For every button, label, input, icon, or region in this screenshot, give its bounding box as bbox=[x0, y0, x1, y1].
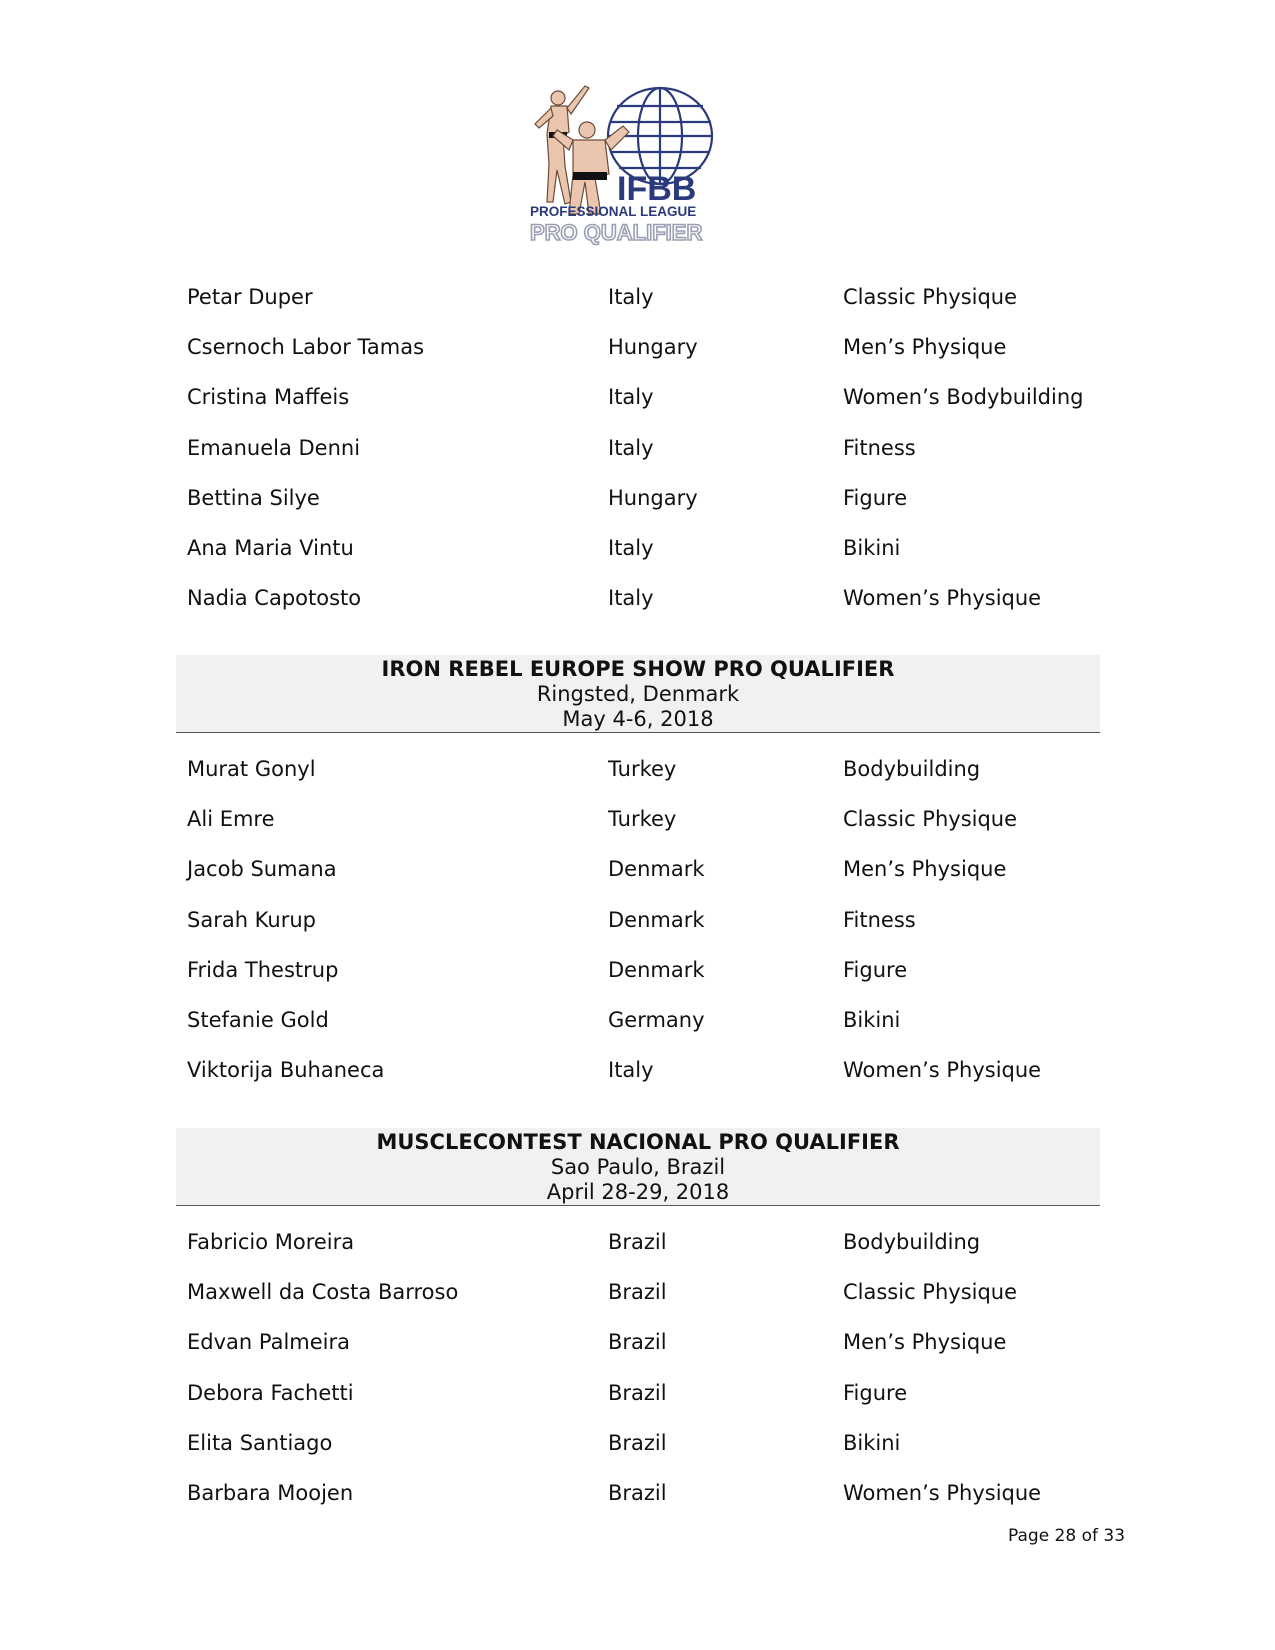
athlete-name: Emanuela Denni bbox=[187, 435, 361, 460]
athlete-category: Women’s Physique bbox=[843, 1058, 1042, 1083]
athlete-country: Turkey bbox=[608, 757, 677, 781]
logo-qualifier-text: PRO QUALIFIER bbox=[530, 220, 703, 245]
athlete-country: Italy bbox=[608, 285, 654, 309]
logo-league-text: PROFESSIONAL LEAGUE bbox=[530, 204, 697, 219]
event-header-iron-rebel bbox=[176, 655, 1100, 733]
event-date: April 28-29, 2018 bbox=[546, 1180, 730, 1204]
list-item bbox=[0, 282, 1275, 312]
athlete-country: Brazil bbox=[608, 1380, 667, 1405]
athlete-name: Cristina Maffeis bbox=[187, 385, 350, 410]
list-item bbox=[0, 1055, 1275, 1085]
list-item bbox=[0, 483, 1275, 513]
athlete-category: Figure bbox=[843, 957, 908, 982]
event-location: Sao Paulo, Brazil bbox=[550, 1155, 726, 1179]
athlete-category: Classic Physique bbox=[843, 1280, 1018, 1305]
list-item bbox=[0, 1478, 1275, 1508]
list-item bbox=[0, 583, 1275, 613]
athlete-country: Denmark bbox=[608, 957, 705, 982]
athlete-name: Petar Duper bbox=[187, 285, 313, 309]
athlete-category: Men’s Physique bbox=[843, 857, 1007, 882]
athlete-name: Ana Maria Vintu bbox=[187, 536, 354, 560]
athlete-name: Nadia Capotosto bbox=[187, 586, 362, 611]
athlete-name: Bettina Silye bbox=[187, 485, 320, 510]
athlete-country: Brazil bbox=[608, 1481, 667, 1505]
athlete-country: Hungary bbox=[608, 485, 698, 510]
athlete-category: Women’s Physique bbox=[843, 586, 1042, 611]
athlete-name: Debora Fachetti bbox=[187, 1380, 354, 1405]
ifbb-pro-qualifier-logo bbox=[525, 74, 755, 254]
athlete-category: Classic Physique bbox=[843, 807, 1018, 832]
athlete-name: Maxwell da Costa Barroso bbox=[187, 1280, 459, 1305]
athlete-country: Brazil bbox=[608, 1280, 667, 1305]
page-number: Page 28 of 33 bbox=[1008, 1526, 1126, 1546]
event-title: IRON REBEL EUROPE SHOW PRO QUALIFIER bbox=[381, 657, 895, 681]
athlete-name: Sarah Kurup bbox=[187, 907, 316, 932]
list-item bbox=[0, 754, 1275, 784]
list-item bbox=[0, 955, 1275, 985]
athlete-country: Italy bbox=[608, 536, 654, 560]
athlete-name: Viktorija Buhaneca bbox=[187, 1058, 385, 1083]
athlete-category: Men’s Physique bbox=[843, 1330, 1007, 1355]
athlete-name: Murat Gonyl bbox=[187, 757, 316, 781]
athlete-country: Turkey bbox=[608, 807, 677, 832]
athlete-country: Germany bbox=[608, 1008, 705, 1032]
athlete-country: Denmark bbox=[608, 907, 705, 932]
athlete-category: Bodybuilding bbox=[843, 757, 981, 781]
list-item bbox=[0, 433, 1275, 463]
list-item bbox=[0, 332, 1275, 362]
athlete-country: Hungary bbox=[608, 335, 698, 360]
athlete-category: Bikini bbox=[843, 1008, 901, 1032]
athlete-category: Fitness bbox=[843, 907, 916, 932]
event-location: Ringsted, Denmark bbox=[536, 682, 740, 706]
list-item bbox=[0, 1378, 1275, 1408]
athlete-category: Classic Physique bbox=[843, 285, 1018, 309]
athlete-name: Jacob Sumana bbox=[187, 857, 337, 882]
event-header-musclecontest bbox=[176, 1128, 1100, 1206]
athlete-country: Italy bbox=[608, 1058, 654, 1083]
list-item bbox=[0, 1327, 1275, 1357]
athlete-name: Frida Thestrup bbox=[187, 957, 339, 982]
athlete-country: Italy bbox=[608, 586, 654, 611]
list-item bbox=[0, 1428, 1275, 1458]
athlete-category: Figure bbox=[843, 485, 908, 510]
athlete-country: Brazil bbox=[608, 1430, 667, 1455]
athlete-category: Bikini bbox=[843, 1430, 901, 1455]
list-item bbox=[0, 905, 1275, 935]
event-date: May 4-6, 2018 bbox=[562, 707, 714, 731]
athlete-category: Figure bbox=[843, 1380, 908, 1405]
athlete-country: Italy bbox=[608, 435, 654, 460]
logo-ifbb-text: IFBB bbox=[617, 170, 697, 208]
list-item bbox=[0, 1005, 1275, 1035]
athlete-country: Italy bbox=[608, 385, 654, 410]
athlete-category: Men’s Physique bbox=[843, 335, 1007, 360]
list-item bbox=[0, 1277, 1275, 1307]
athlete-name: Csernoch Labor Tamas bbox=[187, 335, 425, 360]
list-item bbox=[0, 854, 1275, 884]
athlete-name: Stefanie Gold bbox=[187, 1008, 329, 1032]
athlete-category: Bikini bbox=[843, 536, 901, 560]
athlete-country: Brazil bbox=[608, 1230, 667, 1254]
athlete-category: Women’s Bodybuilding bbox=[843, 385, 1084, 410]
list-item bbox=[0, 382, 1275, 412]
athlete-name: Barbara Moojen bbox=[187, 1481, 354, 1505]
athlete-country: Brazil bbox=[608, 1330, 667, 1355]
athlete-category: Bodybuilding bbox=[843, 1230, 981, 1254]
athlete-category: Women’s Physique bbox=[843, 1481, 1042, 1505]
list-item bbox=[0, 1227, 1275, 1257]
list-item bbox=[0, 804, 1275, 834]
athlete-name: Edvan Palmeira bbox=[187, 1330, 351, 1355]
athlete-name: Elita Santiago bbox=[187, 1430, 333, 1455]
athlete-category: Fitness bbox=[843, 435, 916, 460]
list-item bbox=[0, 533, 1275, 563]
athlete-name: Fabricio Moreira bbox=[187, 1230, 355, 1254]
athlete-country: Denmark bbox=[608, 857, 705, 882]
athlete-name: Ali Emre bbox=[187, 807, 275, 832]
event-title: MUSCLECONTEST NACIONAL PRO QUALIFIER bbox=[376, 1130, 900, 1154]
